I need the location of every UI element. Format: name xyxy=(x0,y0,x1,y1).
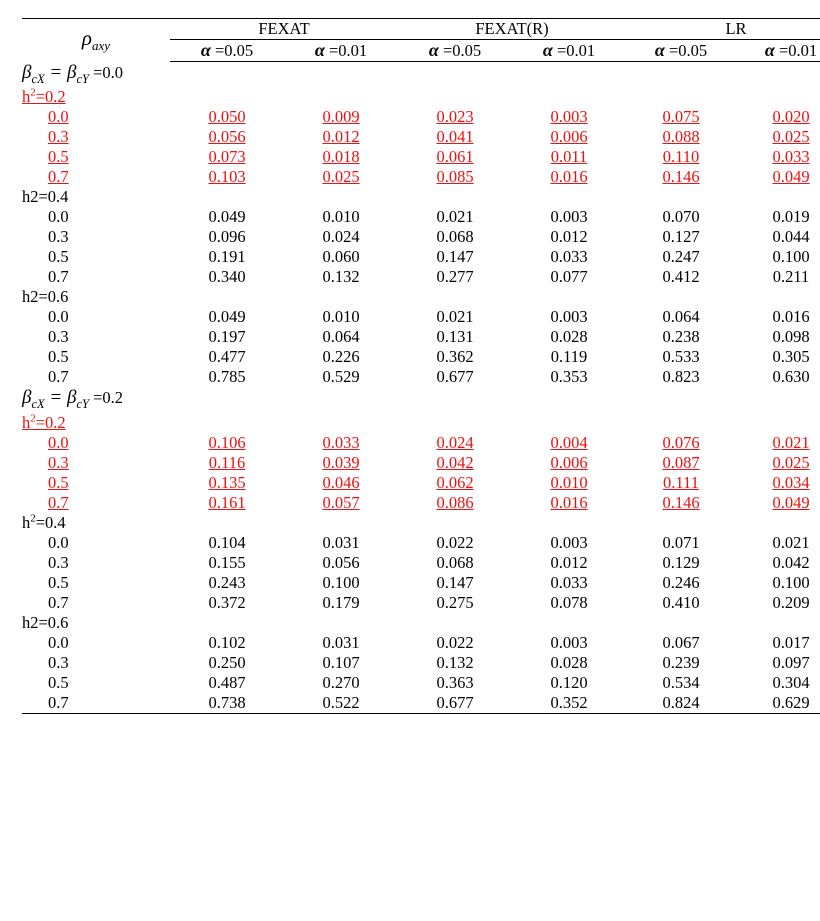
cell-value-3: 0.132 xyxy=(436,653,474,673)
cell-value-4: 0.028 xyxy=(550,327,588,347)
cell-value-6: 0.049 xyxy=(772,492,810,512)
h2-block-0-6-header xyxy=(22,287,820,307)
cell-value-5: 0.129 xyxy=(662,553,700,573)
cell-value-6: 0.629 xyxy=(772,693,810,713)
cell-value-1: 0.102 xyxy=(208,633,246,653)
rho-value: 0.3 xyxy=(48,553,69,573)
h2-block-2-2-header xyxy=(22,412,820,433)
cell-value-2: 0.100 xyxy=(322,573,360,593)
bottom-rule-cell xyxy=(22,714,820,715)
cell-value-1: 0.073 xyxy=(208,147,246,167)
cell-value-5: 0.533 xyxy=(662,347,700,367)
cell-value-6: 0.021 xyxy=(772,432,810,452)
cell-value-4: 0.033 xyxy=(550,247,588,267)
cell-value-3: 0.363 xyxy=(436,673,474,693)
rho-value: 0.3 xyxy=(48,127,69,147)
cell-value-2: 0.064 xyxy=(322,327,360,347)
cell-value-1: 0.049 xyxy=(208,207,246,227)
cell-value-6: 0.034 xyxy=(772,472,810,492)
cell-value-4: 0.352 xyxy=(550,693,588,713)
cell-value-5: 0.146 xyxy=(662,492,700,512)
table-row xyxy=(22,653,820,673)
cell-value-4: 0.003 xyxy=(550,207,588,227)
cell-value-6: 0.305 xyxy=(772,347,810,367)
cell-value-2: 0.056 xyxy=(322,553,360,573)
h2-block-2-4-header xyxy=(22,513,820,534)
h2-block-0-2-header xyxy=(22,87,820,108)
cell-value-3: 0.023 xyxy=(436,107,474,127)
beta-section-0 xyxy=(22,62,820,87)
cell-value-2: 0.024 xyxy=(322,227,360,247)
cell-value-3: 0.068 xyxy=(436,227,474,247)
rho-value: 0.5 xyxy=(48,247,69,267)
table-row xyxy=(22,673,820,693)
rho-value: 0.7 xyxy=(48,267,69,287)
cell-value-3: 0.021 xyxy=(436,207,474,227)
statistics-table xyxy=(22,18,820,714)
cell-value-2: 0.270 xyxy=(322,673,360,693)
cell-value-3: 0.277 xyxy=(436,267,474,287)
cell-value-2: 0.012 xyxy=(322,127,360,147)
cell-value-6: 0.017 xyxy=(772,633,810,653)
rho-value: 0.3 xyxy=(48,452,69,472)
cell-value-1: 0.096 xyxy=(208,227,246,247)
cell-value-3: 0.061 xyxy=(436,147,474,167)
cell-value-2: 0.031 xyxy=(322,533,360,553)
rho-value: 0.7 xyxy=(48,593,69,613)
cell-value-3: 0.362 xyxy=(436,347,474,367)
cell-value-6: 0.033 xyxy=(772,147,810,167)
alpha-header-5: α =0.05 xyxy=(626,40,736,62)
cell-value-3: 0.022 xyxy=(436,533,474,553)
cell-value-2: 0.046 xyxy=(322,472,360,492)
cell-value-3: 0.062 xyxy=(436,472,474,492)
cell-value-5: 0.071 xyxy=(662,533,700,553)
heritability-label: h2=0.4 xyxy=(22,187,69,207)
cell-value-2: 0.031 xyxy=(322,633,360,653)
group-header-3: LR xyxy=(626,19,820,40)
cell-value-4: 0.120 xyxy=(550,673,588,693)
cell-value-5: 0.823 xyxy=(662,367,700,387)
cell-value-6: 0.630 xyxy=(772,367,810,387)
rho-value: 0.7 xyxy=(48,693,69,713)
cell-value-4: 0.006 xyxy=(550,452,588,472)
table-row xyxy=(22,247,820,267)
alpha-header-2: α =0.01 xyxy=(284,40,398,62)
table-row xyxy=(22,127,820,147)
cell-value-6: 0.021 xyxy=(772,533,810,553)
table-row xyxy=(22,633,820,653)
table-row xyxy=(22,307,820,327)
rho-value: 0.0 xyxy=(48,633,69,653)
cell-value-4: 0.003 xyxy=(550,107,588,127)
rho-value: 0.0 xyxy=(48,207,69,227)
cell-value-1: 0.487 xyxy=(208,673,246,693)
row-header-rho: $\rho_{axy}$ xyxy=(22,19,170,62)
alpha-header-3: α =0.05 xyxy=(398,40,512,62)
cell-value-5: 0.238 xyxy=(662,327,700,347)
cell-value-5: 0.146 xyxy=(662,167,700,187)
rho-value: 0.0 xyxy=(48,533,69,553)
h2-block-2-6-header xyxy=(22,613,820,633)
cell-value-6: 0.044 xyxy=(772,227,810,247)
cell-value-1: 0.103 xyxy=(208,167,246,187)
cell-value-3: 0.021 xyxy=(436,307,474,327)
cell-value-6: 0.098 xyxy=(772,327,810,347)
cell-value-5: 0.824 xyxy=(662,693,700,713)
rho-value: 0.5 xyxy=(48,472,69,492)
cell-value-4: 0.078 xyxy=(550,593,588,613)
table-row xyxy=(22,107,820,127)
cell-value-3: 0.147 xyxy=(436,573,474,593)
cell-value-3: 0.022 xyxy=(436,633,474,653)
table-row xyxy=(22,453,820,473)
cell-value-4: 0.016 xyxy=(550,492,588,512)
cell-value-6: 0.209 xyxy=(772,593,810,613)
cell-value-2: 0.060 xyxy=(322,247,360,267)
table-row xyxy=(22,227,820,247)
section-label: $\beta_{cX} = \beta_{cY} =0.0$ xyxy=(22,62,124,86)
table-row xyxy=(22,473,820,493)
rho-value: 0.7 xyxy=(48,492,69,512)
table-bottom-rule xyxy=(22,714,820,715)
heritability-label: h2=0.6 xyxy=(22,287,69,307)
table-row xyxy=(22,573,820,593)
rho-value: 0.5 xyxy=(48,573,69,593)
cell-value-5: 0.239 xyxy=(662,653,700,673)
cell-value-1: 0.161 xyxy=(208,492,246,512)
cell-value-5: 0.070 xyxy=(662,207,700,227)
cell-value-6: 0.100 xyxy=(772,573,810,593)
table-row xyxy=(22,347,820,367)
cell-value-5: 0.127 xyxy=(662,227,700,247)
cell-value-4: 0.003 xyxy=(550,533,588,553)
cell-value-4: 0.119 xyxy=(550,347,588,367)
cell-value-1: 0.250 xyxy=(208,653,246,673)
cell-value-4: 0.016 xyxy=(550,167,588,187)
cell-value-1: 0.738 xyxy=(208,693,246,713)
table-row xyxy=(22,533,820,553)
table-row xyxy=(22,207,820,227)
heritability-label: $h^2=0.4$ xyxy=(22,512,66,533)
cell-value-6: 0.049 xyxy=(772,167,810,187)
cell-value-1: 0.191 xyxy=(208,247,246,267)
cell-value-1: 0.155 xyxy=(208,553,246,573)
heritability-label: $h^2=0.2$ xyxy=(22,86,66,107)
cell-value-3: 0.085 xyxy=(436,167,474,187)
cell-value-3: 0.041 xyxy=(436,127,474,147)
rho-value: 0.3 xyxy=(48,327,69,347)
beta-section-2 xyxy=(22,387,820,412)
group-header-1: FEXAT xyxy=(170,19,398,40)
table-row xyxy=(22,327,820,347)
cell-value-1: 0.135 xyxy=(208,472,246,492)
cell-value-4: 0.003 xyxy=(550,633,588,653)
cell-value-2: 0.033 xyxy=(322,432,360,452)
cell-value-5: 0.111 xyxy=(663,472,699,492)
alpha-header-1: α =0.05 xyxy=(170,40,284,62)
cell-value-1: 0.197 xyxy=(208,327,246,347)
rho-value: 0.5 xyxy=(48,147,69,167)
cell-value-5: 0.064 xyxy=(662,307,700,327)
rho-value: 0.0 xyxy=(48,432,69,452)
cell-value-3: 0.068 xyxy=(436,553,474,573)
rho-value: 0.3 xyxy=(48,653,69,673)
cell-value-1: 0.785 xyxy=(208,367,246,387)
cell-value-4: 0.003 xyxy=(550,307,588,327)
cell-value-1: 0.477 xyxy=(208,347,246,367)
cell-value-2: 0.057 xyxy=(322,492,360,512)
cell-value-5: 0.067 xyxy=(662,633,700,653)
cell-value-4: 0.006 xyxy=(550,127,588,147)
cell-value-5: 0.412 xyxy=(662,267,700,287)
cell-value-3: 0.677 xyxy=(436,693,474,713)
table-row xyxy=(22,433,820,453)
section-label: $\beta_{cX} = \beta_{cY} =0.2$ xyxy=(22,387,124,412)
cell-value-3: 0.677 xyxy=(436,367,474,387)
cell-value-2: 0.522 xyxy=(322,693,360,713)
table-body xyxy=(22,19,820,715)
cell-value-5: 0.088 xyxy=(662,127,700,147)
table-row xyxy=(22,493,820,513)
cell-value-4: 0.028 xyxy=(550,653,588,673)
cell-value-6: 0.100 xyxy=(772,247,810,267)
cell-value-4: 0.353 xyxy=(550,367,588,387)
cell-value-5: 0.410 xyxy=(662,593,700,613)
heritability-label: h2=0.6 xyxy=(22,613,69,633)
rho-value: 0.5 xyxy=(48,347,69,367)
cell-value-1: 0.104 xyxy=(208,533,246,553)
group-header-2: FEXAT(R) xyxy=(398,19,626,40)
rho-value: 0.0 xyxy=(48,107,69,127)
cell-value-5: 0.087 xyxy=(662,452,700,472)
alpha-header-4: α =0.01 xyxy=(512,40,626,62)
heritability-label: $h^2=0.2$ xyxy=(22,412,66,432)
cell-value-6: 0.025 xyxy=(772,452,810,472)
cell-value-1: 0.372 xyxy=(208,593,246,613)
cell-value-1: 0.049 xyxy=(208,307,246,327)
cell-value-4: 0.011 xyxy=(550,147,588,167)
cell-value-4: 0.012 xyxy=(550,227,588,247)
cell-value-5: 0.110 xyxy=(662,147,700,167)
cell-value-2: 0.107 xyxy=(322,653,360,673)
cell-value-6: 0.019 xyxy=(772,207,810,227)
cell-value-3: 0.147 xyxy=(436,247,474,267)
cell-value-4: 0.012 xyxy=(550,553,588,573)
cell-value-2: 0.018 xyxy=(322,147,360,167)
cell-value-2: 0.529 xyxy=(322,367,360,387)
rho-value: 0.0 xyxy=(48,307,69,327)
cell-value-2: 0.009 xyxy=(322,107,360,127)
cell-value-1: 0.340 xyxy=(208,267,246,287)
cell-value-6: 0.042 xyxy=(772,553,810,573)
cell-value-6: 0.020 xyxy=(772,107,810,127)
rho-value: 0.5 xyxy=(48,673,69,693)
cell-value-4: 0.033 xyxy=(550,573,588,593)
cell-value-4: 0.004 xyxy=(550,432,588,452)
header-row-groups xyxy=(22,19,820,40)
cell-value-1: 0.106 xyxy=(208,432,246,452)
alpha-header-6: α =0.01 xyxy=(736,40,820,62)
cell-value-1: 0.050 xyxy=(208,107,246,127)
cell-value-3: 0.275 xyxy=(436,593,474,613)
cell-value-1: 0.056 xyxy=(208,127,246,147)
cell-value-2: 0.179 xyxy=(322,593,360,613)
cell-value-5: 0.076 xyxy=(662,432,700,452)
cell-value-2: 0.025 xyxy=(322,167,360,187)
cell-value-2: 0.226 xyxy=(322,347,360,367)
table-row xyxy=(22,367,820,387)
cell-value-4: 0.010 xyxy=(550,472,588,492)
cell-value-1: 0.116 xyxy=(208,452,246,472)
table-row xyxy=(22,167,820,187)
cell-value-6: 0.025 xyxy=(772,127,810,147)
cell-value-5: 0.246 xyxy=(662,573,700,593)
cell-value-6: 0.211 xyxy=(772,267,810,287)
table-row xyxy=(22,147,820,167)
cell-value-5: 0.534 xyxy=(662,673,700,693)
cell-value-2: 0.010 xyxy=(322,207,360,227)
h2-block-0-4-header xyxy=(22,187,820,207)
cell-value-3: 0.086 xyxy=(436,492,474,512)
cell-value-3: 0.131 xyxy=(436,327,474,347)
cell-value-6: 0.016 xyxy=(772,307,810,327)
cell-value-5: 0.075 xyxy=(662,107,700,127)
cell-value-3: 0.024 xyxy=(436,432,474,452)
cell-value-3: 0.042 xyxy=(436,452,474,472)
cell-value-2: 0.132 xyxy=(322,267,360,287)
cell-value-6: 0.304 xyxy=(772,673,810,693)
table-row xyxy=(22,553,820,573)
cell-value-1: 0.243 xyxy=(208,573,246,593)
cell-value-2: 0.039 xyxy=(322,452,360,472)
table-row xyxy=(22,693,820,714)
cell-value-5: 0.247 xyxy=(662,247,700,267)
cell-value-6: 0.097 xyxy=(772,653,810,673)
table-row xyxy=(22,593,820,613)
table-row xyxy=(22,267,820,287)
rho-value: 0.3 xyxy=(48,227,69,247)
rho-value: 0.7 xyxy=(48,367,69,387)
rho-value: 0.7 xyxy=(48,167,69,187)
cell-value-4: 0.077 xyxy=(550,267,588,287)
cell-value-2: 0.010 xyxy=(322,307,360,327)
